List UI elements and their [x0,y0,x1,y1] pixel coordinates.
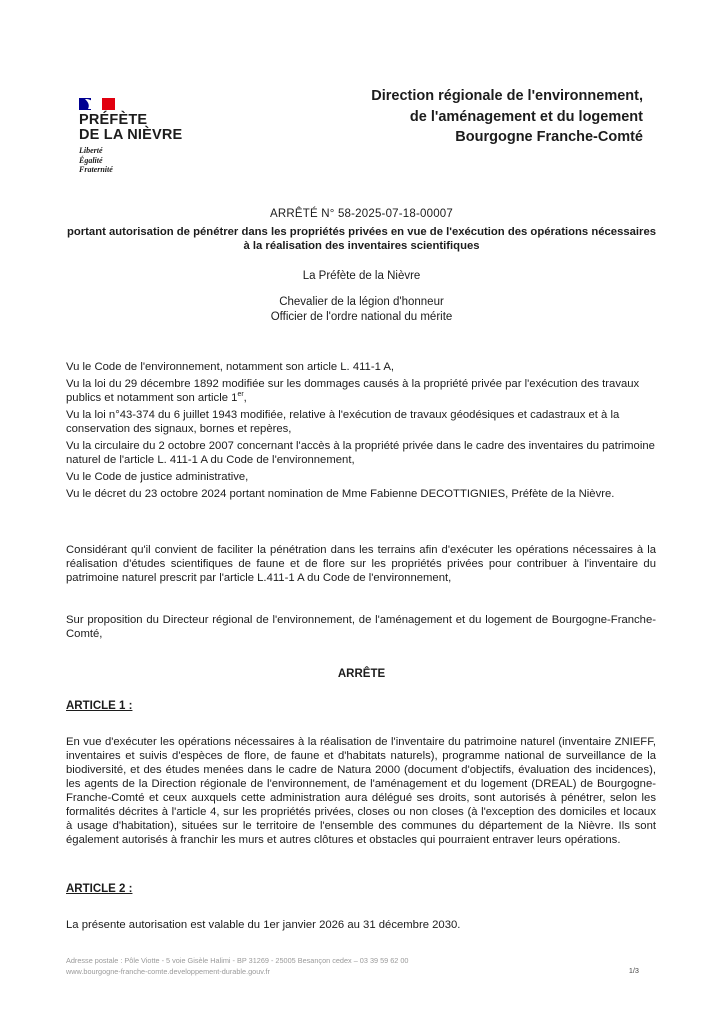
arrete-number: ARRÊTÉ N° 58-2025-07-18-00007 [270,208,453,220]
visa-text: Vu la loi du 29 décembre 1892 modifiée sur les dommages causés à la propriété privée par l'exécution des travaux publics et notamment son article 1 [66,378,640,404]
considerant-paragraph: Considérant qu'il convient de faciliter la pénétration dans les terrains afin d'exécuter les opérations nécessaires à la réalisation d'études scientifiques de faune et de flore sur les propriétés privées pour contribuer à l'inventaire du patrimoine naturel prescrit par l'article L.411-1 A du Code de l'environnement, [66,544,656,584]
arrete-subject: portant autorisation de pénétrer dans les propriétés privées en vue de l'exécution des opérations nécessaires à la réalisation des inventaires scientifiques [66,226,657,252]
visa-superscript: er [237,391,244,399]
honor-legion: Chevalier de la légion d'honneur [279,296,444,308]
visa-item: Vu le décret du 23 octobre 2024 portant nomination de Mme Fabienne DECOTTIGNIES, Préfète de la Nièvre. [66,488,615,500]
article-1-text: En vue d'exécuter les opérations nécessaires à la réalisation de l'inventaire du patrimoine naturel (inventaire ZNIEFF, inventaires et suivis d'espèces de flore, de faune et d'habitats naturels), programme national de surveillance de la biodiversité, et des études menées dans le cadre de Natura 2000 (document d'objectifs, évaluation des incidences), les agents de la Direction régionale de l'environnement, de l'aménagement et du logement (DREAL) de Bourgogne-Franche-Comté et ceux auxquels cette administration aura délégué ses droits, sont autorisés à pénétrer, selon les formalités décrites à l'article 4, sur les propriétés privées, closes ou non closes (à l'exception des domiciles et locaux à usage d'habitation), situées sur le territoire de l'ensemble des communes du département de la Nièvre. Ils sont également autorisés à franchir les murs et autres clôtures et obstacles qui pourraient entraver leurs opérations. [66,736,656,846]
motto-egalite: Égalité [79,155,103,165]
visa-item: Vu le Code de justice administrative, [66,471,249,483]
proposition-paragraph: Sur proposition du Directeur régional de l'environnement, de l'aménagement et du logement de Bourgogne-Franche-Comté, [66,614,656,640]
prefecture-line-1: PRÉFÈTE [79,112,148,128]
visa-punct: , [243,392,247,404]
visa-item: Vu la circulaire du 2 octobre 2007 concernant l'accès à la propriété privée dans le cadre des inventaires du patrimoine naturel de l'article L. 411-1 A du Code de l'environnement, [66,440,655,466]
prefecture-name [79,113,182,143]
page-number: 1/3 [628,966,639,975]
direction-line-2: de l'aménagement et du logement [409,108,643,125]
motto-fraternite: Fraternité [79,165,113,174]
motto-liberte: Liberté [79,146,103,155]
article-1-heading: ARTICLE 1 : [66,700,133,712]
direction-line-3: Bourgogne Franche-Comté [455,129,643,145]
visas-list [66,360,656,504]
honorary-titles [0,295,723,324]
visa-item [66,377,656,405]
direction-line-1: Direction régionale de l'environnement, [371,88,643,104]
visa-item: Vu le Code de l'environnement, notamment son article L. 411-1 A, [66,361,395,373]
visa-item: Vu la loi n°43-374 du 6 juillet 1943 modifiée, relative à l'exécution de travaux géodésiques et cadastraux et à la conservation des signaux, bornes et repères, [66,409,620,435]
prefete-title: La Préfète de la Nièvre [302,270,421,282]
marianne-flag-icon [79,96,115,112]
republic-motto [79,146,113,175]
arrete-heading: ARRÊTE [337,668,386,680]
footer-website[interactable]: www.bourgogne-franche-comte.developpement-durable.gouv.fr [66,966,270,976]
prefecture-line-2: DE LA NIÈVRE [79,127,183,143]
page-footer [66,956,409,977]
article-2-text: La présente autorisation est valable du 1er janvier 2026 au 31 décembre 2030. [66,919,461,931]
article-2-heading: ARTICLE 2 : [66,883,133,895]
honor-merite: Officier de l'ordre national du mérite [270,310,453,323]
footer-address: Adresse postale : Pôle Viotte - 5 voie Gisèle Halimi - BP 31269 - 25005 Besançon cedex – 03 39 59 62 00 [66,956,409,965]
issuing-direction [371,86,643,148]
